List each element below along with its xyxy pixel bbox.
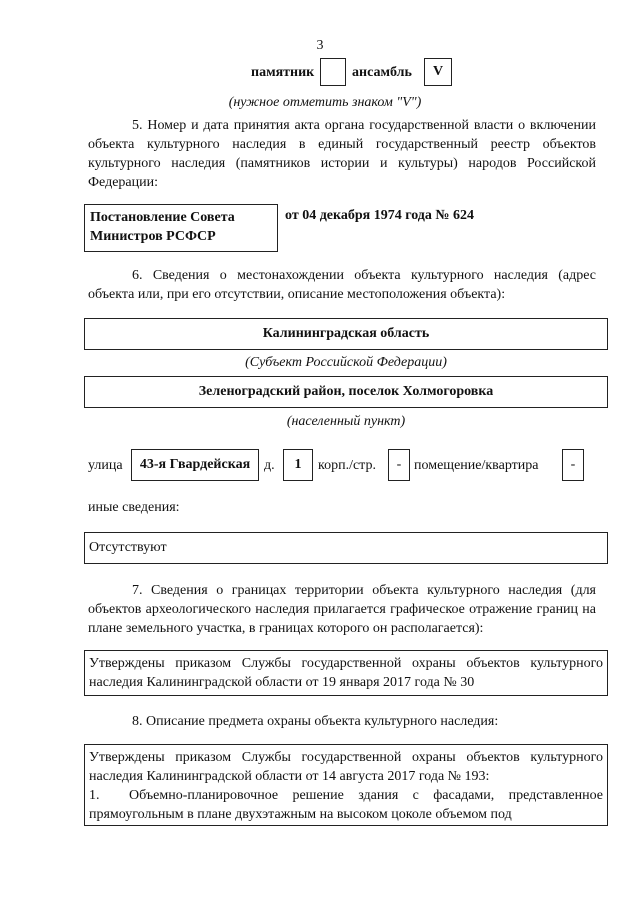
ensemble-label: ансамбль [352,65,412,80]
protection-subject-intro: Утверждены приказом Службы государственной охраны объектов культурного наследия Калининградской области от 14 августа 2017 года № 193: [89,750,603,784]
section6-text: 6. Сведения о местонахождении объекта культурного наследия (адрес объекта или, при его отсутствии, описание местоположения объекта): [88,268,596,302]
protection-item-1 [89,786,603,824]
protection-subject-field[interactable] [84,744,608,826]
locality-field[interactable]: Зеленоградский район, поселок Холмогоровка [84,376,608,408]
house-label: д. [264,458,275,473]
protection-item-1-number: 1. [89,788,100,803]
ensemble-checkbox[interactable]: V [424,58,452,86]
act-name-box [84,204,278,252]
act-date: от 04 декабря 1974 года № 624 [285,208,474,223]
other-info-field[interactable]: Отсутствуют [84,532,608,564]
region-caption: (Субъект Российской Федерации) [245,355,447,370]
other-info-label: иные сведения: [88,500,180,515]
act-name-line1: Постановление Совета [90,210,235,225]
apartment-field[interactable]: - [562,449,584,481]
section5-text: 5. Номер и дата принятия акта органа государственной власти о включении объекта культурного наследия в единый государственный реестр объектов культурного наследия (памятников истории и культуры) народов Российской Федерации: [88,118,596,190]
street-field[interactable]: 43-я Гвардейская [131,449,259,481]
page-number: 3 [316,38,324,53]
house-field[interactable]: 1 [283,449,313,481]
region-field[interactable]: Калининградская область [84,318,608,350]
act-name-line2: Министров РСФСР [90,229,216,244]
territory-boundaries-field[interactable]: Утверждены приказом Службы государственной охраны объектов культурного наследия Калининградской области от 19 января 2017 года № 30 [84,650,608,696]
monument-label: памятник [251,65,315,80]
protection-item-1-text: Объемно-планировочное решение здания с фасадами, представленное прямоугольным в плане двухэтажным на высоком цоколе объемом под [89,788,603,822]
monument-checkbox[interactable] [320,58,346,86]
locality-caption: (населенный пункт) [286,414,406,429]
section8-text: 8. Описание предмета охраны объекта культурного наследия: [132,714,499,729]
section7-text: 7. Сведения о границах территории объекта культурного наследия (для объектов археологического наследия прилагается графическое отражение границ на плане земельного участка, в границах которого он располагается): [88,583,596,636]
street-label: улица [88,458,123,473]
building-label: корп./стр. [318,458,376,473]
mark-note: (нужное отметить знаком "V") [228,95,422,110]
apartment-label: помещение/квартира [414,458,539,473]
building-field[interactable]: - [388,449,410,481]
